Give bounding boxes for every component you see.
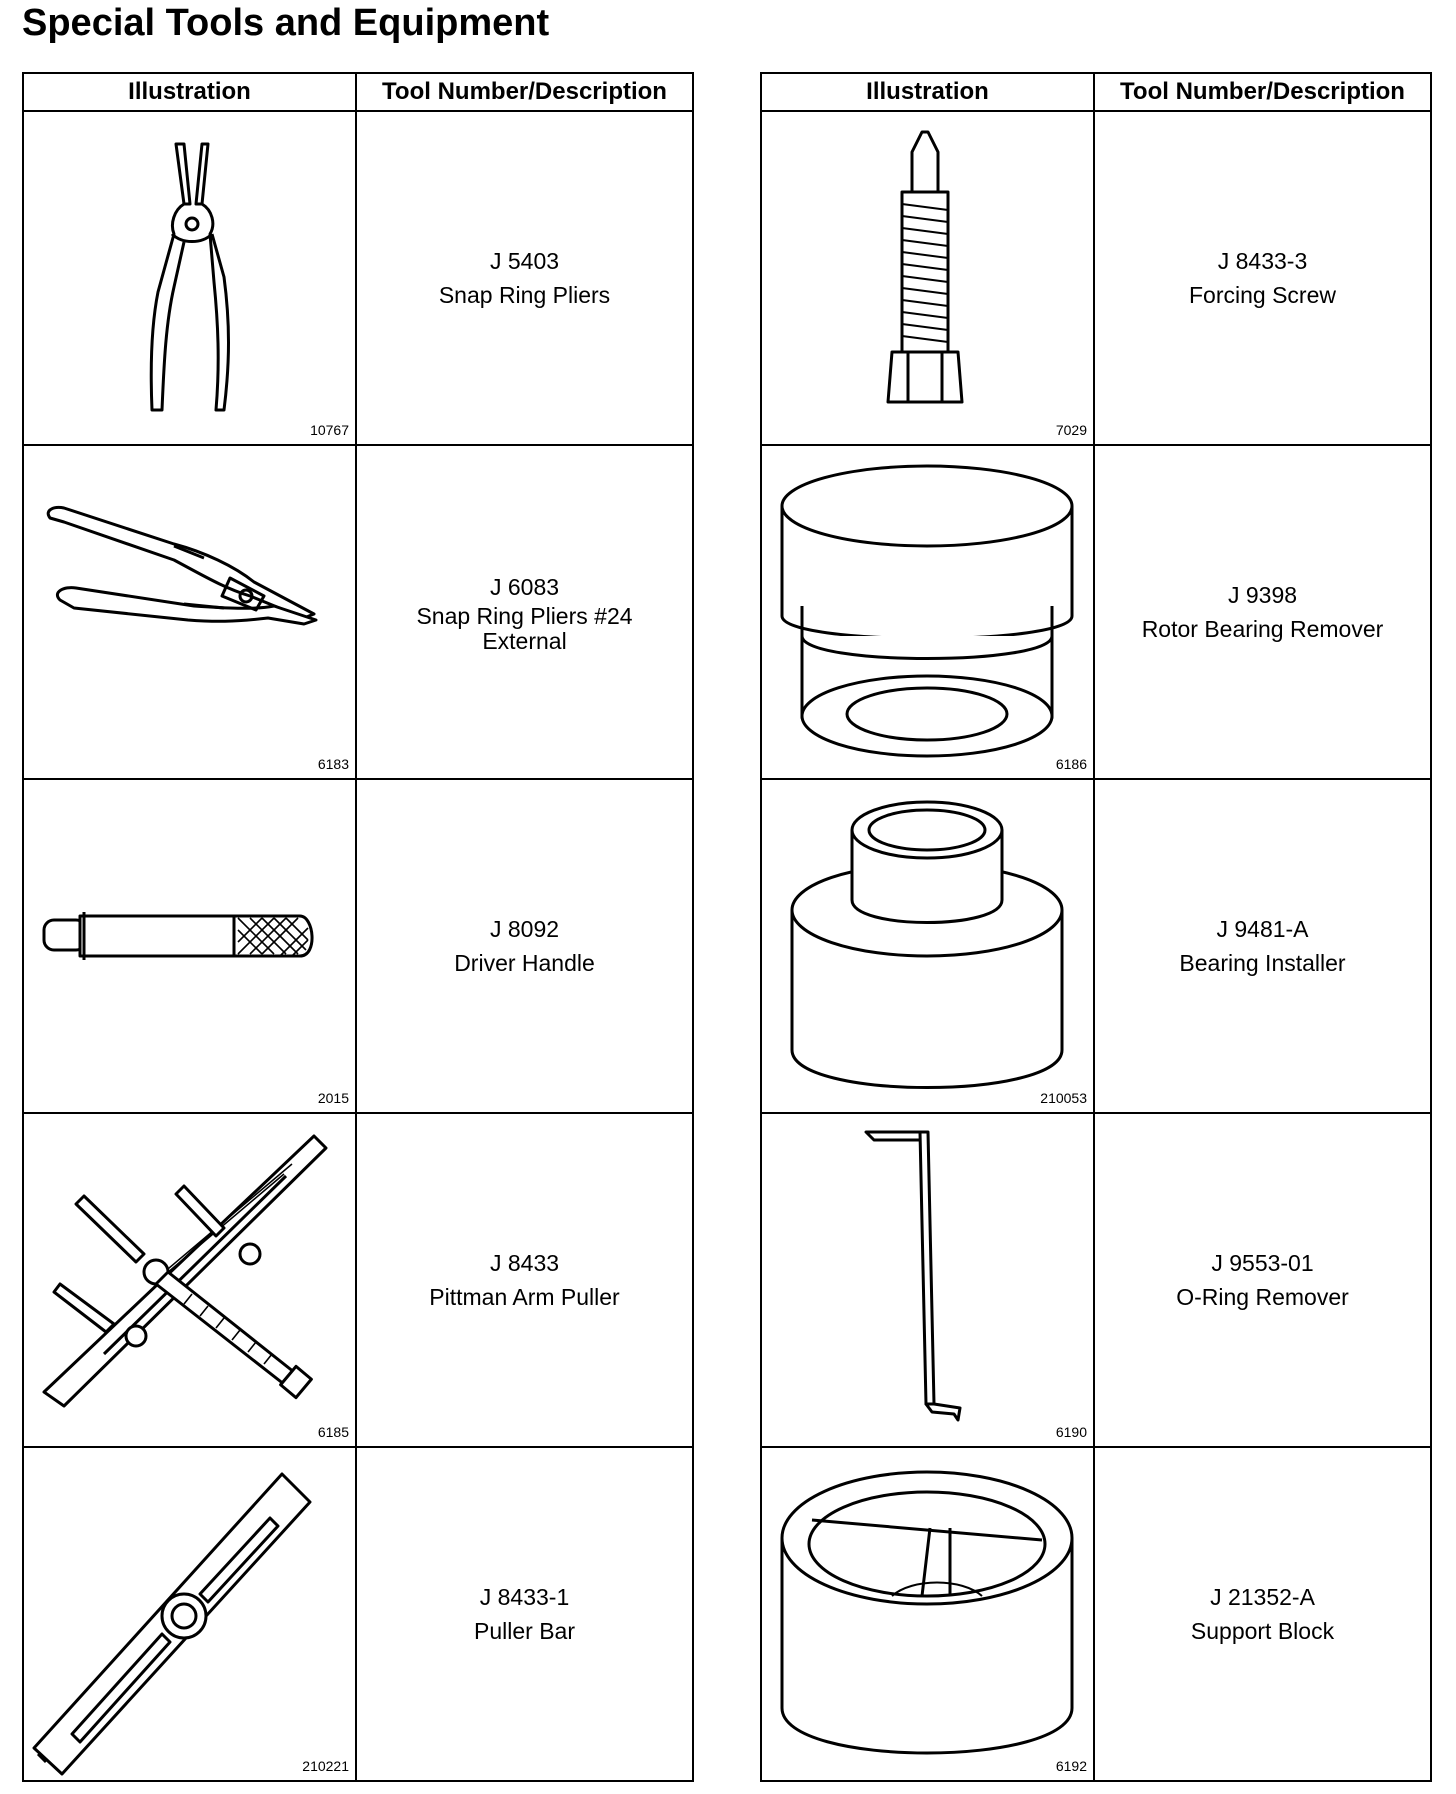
table-row	[761, 111, 1431, 445]
tool-name: Pittman Arm Puller	[429, 1284, 620, 1310]
illustration-cell	[762, 780, 1093, 1112]
table-row	[761, 1113, 1431, 1447]
tool-number: J 8433	[489, 1250, 560, 1276]
tool-number: J 8433-1	[479, 1584, 570, 1610]
table-row	[761, 445, 1431, 779]
figure-number: 10767	[310, 422, 349, 438]
rotor-bearing-remover-icon	[762, 446, 1095, 778]
tools-table-right	[760, 72, 1432, 1782]
illustration-cell	[24, 112, 355, 444]
tools-table-left	[22, 72, 694, 1782]
tool-number: J 6083	[489, 574, 560, 600]
figure-number: 6183	[317, 756, 349, 772]
table-row	[23, 445, 693, 779]
support-block-icon	[762, 1448, 1095, 1780]
table-row	[761, 779, 1431, 1113]
snap-ring-pliers-icon	[24, 112, 357, 444]
tool-number: J 9398	[1227, 582, 1298, 608]
tool-name: O-Ring Remover	[1176, 1284, 1349, 1310]
illustration-cell	[24, 780, 355, 1112]
forcing-screw-icon	[762, 112, 1095, 444]
o-ring-remover-icon	[762, 1114, 1095, 1446]
header-tool: Tool Number/Description	[1094, 73, 1431, 111]
tool-number: J 8092	[489, 916, 560, 942]
bearing-installer-icon	[762, 780, 1095, 1112]
figure-number: 210221	[302, 1758, 349, 1774]
header-illustration: Illustration	[761, 73, 1094, 111]
tool-name: Puller Bar	[474, 1618, 575, 1644]
tool-number: J 8433-3	[1217, 248, 1308, 274]
illustration-cell	[762, 446, 1093, 778]
tool-name: Snap Ring Pliers	[438, 282, 611, 308]
tool-name: Bearing Installer	[1179, 950, 1346, 976]
table-row	[23, 1447, 693, 1781]
puller-bar-icon	[24, 1448, 357, 1780]
illustration-cell	[762, 112, 1093, 444]
illustration-cell	[24, 1448, 355, 1780]
tool-name: Forcing Screw	[1189, 282, 1336, 308]
external-snap-ring-pliers-icon	[24, 446, 357, 778]
figure-number: 210053	[1040, 1090, 1087, 1106]
illustration-cell	[24, 1114, 355, 1446]
tool-name: Support Block	[1190, 1618, 1335, 1644]
tool-name: Driver Handle	[454, 950, 595, 976]
table-row	[761, 1447, 1431, 1781]
table-row	[23, 779, 693, 1113]
table-row	[23, 111, 693, 445]
driver-handle-icon	[24, 780, 357, 1112]
tool-number: J 9553-01	[1211, 1250, 1314, 1276]
illustration-cell	[762, 1448, 1093, 1780]
figure-number: 6190	[1055, 1424, 1087, 1440]
figure-number: 2015	[317, 1090, 349, 1106]
pittman-arm-puller-icon	[24, 1114, 357, 1446]
tool-number: J 9481-A	[1216, 916, 1309, 942]
illustration-cell	[24, 446, 355, 778]
header-tool: Tool Number/Description	[356, 73, 693, 111]
figure-number: 6192	[1055, 1758, 1087, 1774]
table-row	[23, 1113, 693, 1447]
figure-number: 6186	[1055, 756, 1087, 772]
figure-number: 6185	[317, 1424, 349, 1440]
page-title: Special Tools and Equipment	[22, 2, 550, 44]
tool-number: J 21352-A	[1210, 1584, 1315, 1610]
tool-number: J 5403	[489, 248, 560, 274]
tool-name: Rotor Bearing Remover	[1141, 616, 1384, 642]
figure-number: 7029	[1055, 422, 1087, 438]
header-illustration: Illustration	[23, 73, 356, 111]
tool-name: Snap Ring Pliers #24 External	[416, 603, 633, 654]
illustration-cell	[762, 1114, 1093, 1446]
